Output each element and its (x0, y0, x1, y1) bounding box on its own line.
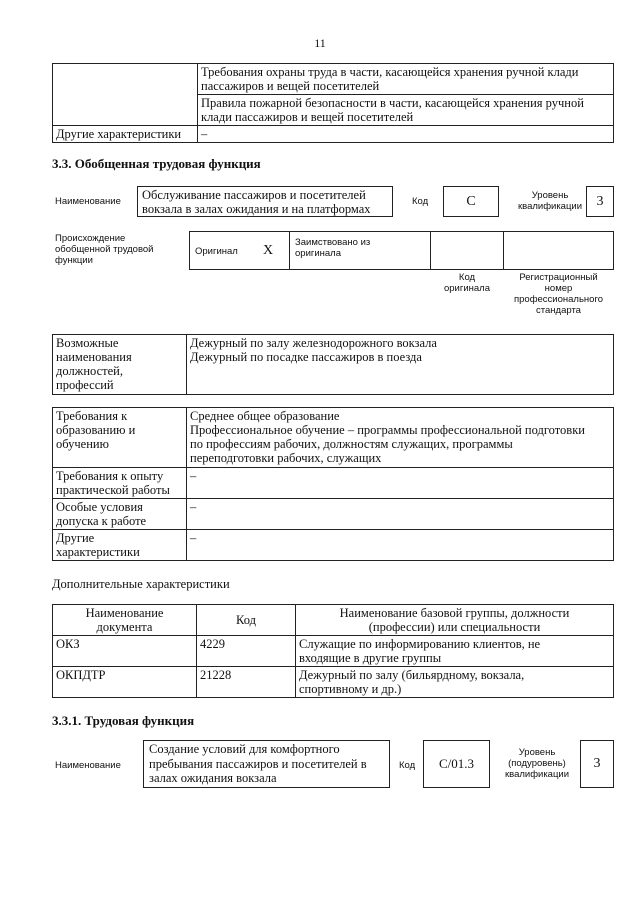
header-code: Код (197, 605, 296, 636)
subsection-heading: 3.3.1. Трудовая функция (52, 713, 195, 728)
header-group-name: Наименование базовой группы, должности (профессии) или специальности (296, 605, 614, 636)
table-cell-value: – (198, 126, 614, 143)
header-document: Наименование документа (53, 605, 197, 636)
borrowed-label: Заимствовано из оригинала (295, 237, 371, 259)
table-row (53, 530, 614, 561)
table-cell-label (53, 95, 198, 126)
code-box: C (443, 186, 499, 217)
table-cell-label: Другие характеристики (53, 126, 198, 143)
tf-code-box: C/01.3 (423, 740, 490, 788)
table-cell-value: Правила пожарной безопасности в части, касающейся хранения ручной клади пассажиров и вещей посетителей (198, 95, 614, 126)
tf-level-label: Уровень (подуровень) квалификации (504, 747, 570, 780)
table-row (53, 408, 614, 468)
additional-heading: Дополнительные характеристики (52, 577, 230, 591)
name-label: Наименование (55, 196, 121, 207)
table-cell-name: Служащие по информированию клиентов, не входящие в другие группы (296, 636, 614, 667)
table-header-row (53, 605, 614, 636)
table-cell-value: Дежурный по залу железнодорожного вокзала Дежурный по посадке пассажиров в поезда (187, 335, 614, 395)
table-row (53, 64, 614, 95)
positions-table (52, 334, 614, 395)
table-cell-code: 4229 (197, 636, 296, 667)
level-label: Уровень квалификации (517, 190, 583, 212)
table-cell-label: Особые условия допуска к работе (53, 499, 187, 530)
table-row (53, 335, 614, 395)
table-cell-doc: ОКПДТР (53, 667, 197, 698)
table-cell-name: Дежурный по залу (бильярдному, вокзала, спортивному и др.) (296, 667, 614, 698)
function-name-box: Обслуживание пассажиров и посетителей вокзала в залах ожидания и на платформах (137, 186, 393, 217)
table-cell-label: Другие характеристики (53, 530, 187, 561)
origin-borrowed-box (289, 231, 431, 270)
table-cell-value: – (187, 468, 614, 499)
table-row (53, 468, 614, 499)
table-row (53, 636, 614, 667)
table-cell-value: – (187, 499, 614, 530)
table-row (53, 667, 614, 698)
tf-name-label: Наименование (55, 760, 121, 771)
code-label: Код (412, 196, 429, 207)
page-number: 11 (314, 36, 326, 50)
tf-name-box: Создание условий для комфортного пребывания пассажиров и посетителей в залах ожидания вокзала (143, 740, 390, 788)
table-cell-value: – (187, 530, 614, 561)
origin-code-box (430, 231, 504, 270)
table-row (53, 126, 614, 143)
code-original-label: Код оригинала (443, 272, 490, 294)
section-heading: 3.3. Обобщенная трудовая функция (52, 156, 261, 171)
origin-label: Происхождение обобщенной трудовой функции (55, 233, 154, 266)
origin-reg-box (503, 231, 614, 270)
table-cell-label: Возможные наименования должностей, профессий (53, 335, 187, 395)
level-box: 3 (586, 186, 614, 217)
table-cell-label: Требования к опыту практической работы (53, 468, 187, 499)
top-table (52, 63, 614, 143)
tf-level-box: 3 (580, 740, 614, 788)
original-mark: X (263, 243, 274, 258)
table-cell-label (53, 64, 198, 95)
table-row (53, 499, 614, 530)
tf-code-label: Код (399, 760, 416, 771)
table-row (53, 95, 614, 126)
table-cell-value: Среднее общее образование Профессиональное обучение – программы профессиональной подготовки по профессиям рабочих, должностям служащих, программы переподготовки рабочих, служащих (187, 408, 614, 468)
additional-table (52, 604, 614, 698)
table-cell-code: 21228 (197, 667, 296, 698)
table-cell-label: Требования к образованию и обучению (53, 408, 187, 468)
origin-original-box (189, 231, 290, 270)
reg-number-label: Регистрационный номер профессионального стандарта (514, 272, 603, 316)
table-cell-value: Требования охраны труда в части, касающейся хранения ручной клади пассажиров и вещей посетителей (198, 64, 614, 95)
table-cell-doc: ОКЗ (53, 636, 197, 667)
requirements-table (52, 407, 614, 561)
original-label: Оригинал (195, 246, 238, 257)
